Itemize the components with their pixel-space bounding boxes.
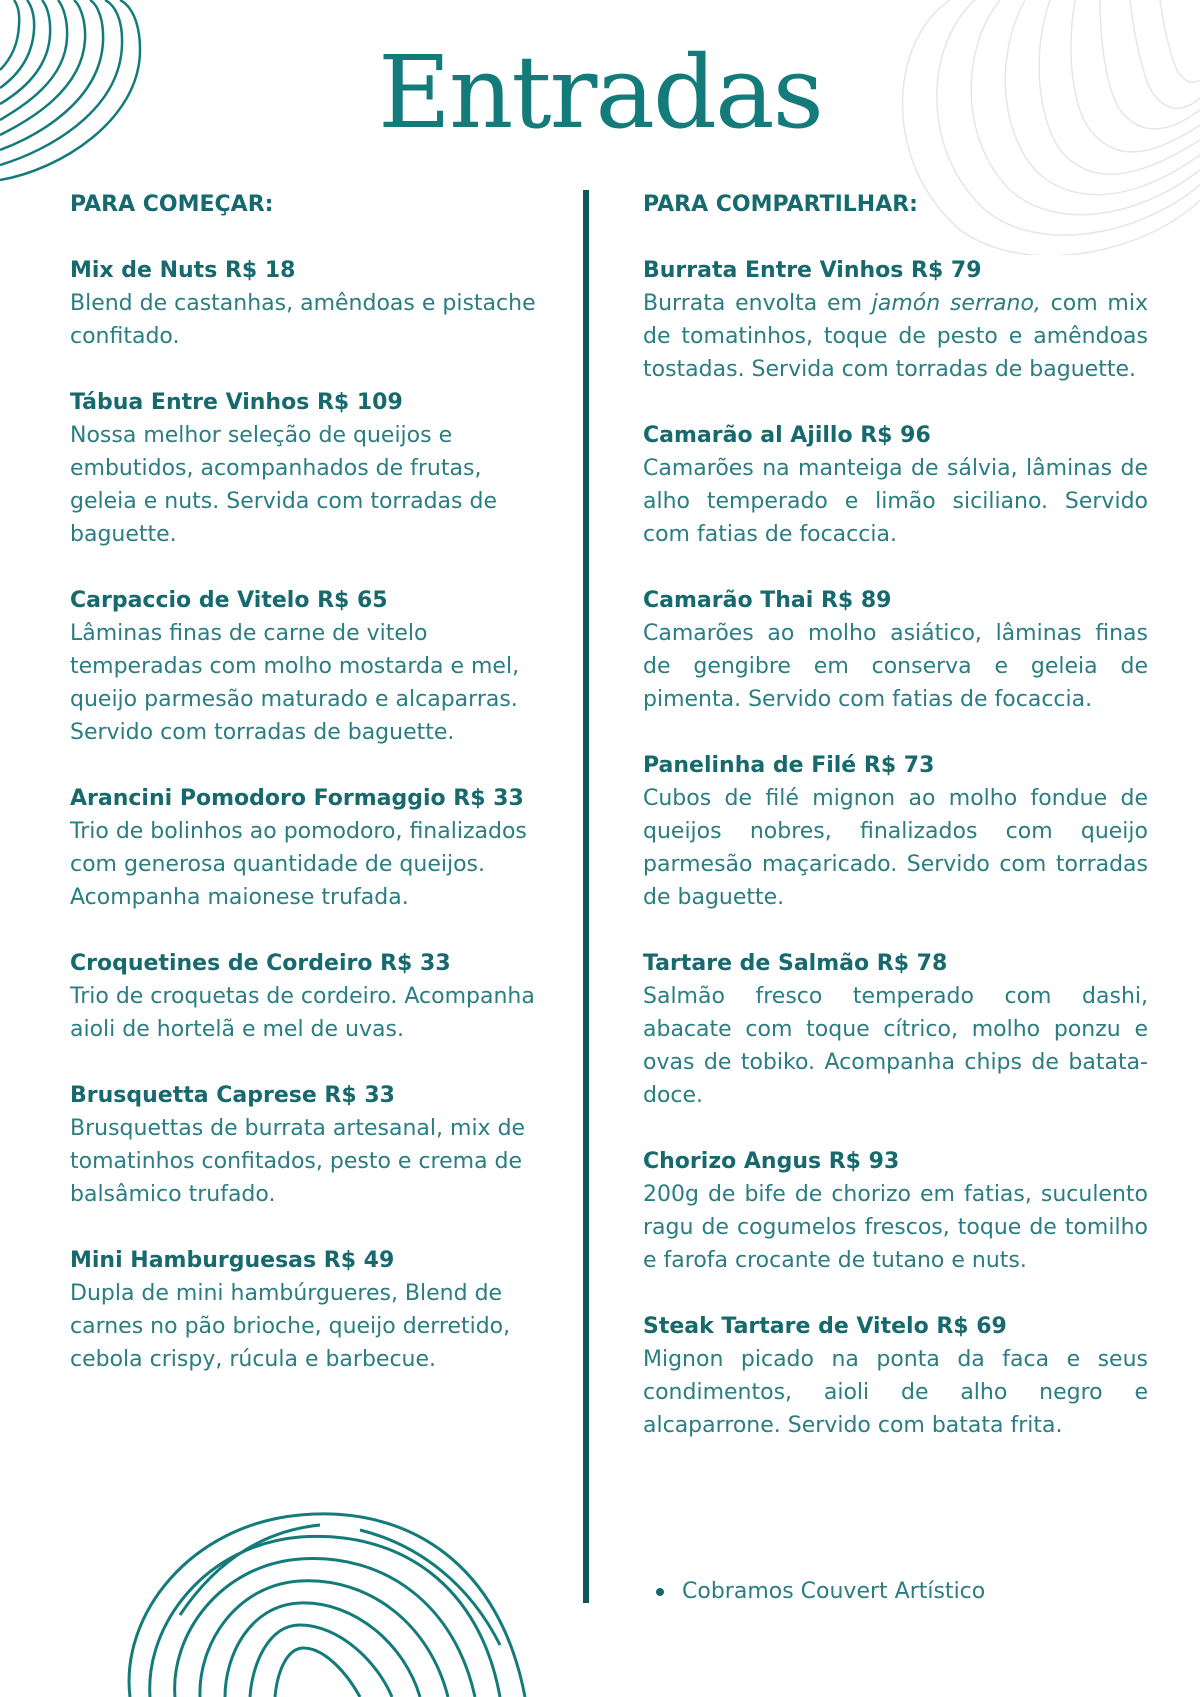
menu-item xyxy=(643,419,1148,551)
right-column xyxy=(643,188,1148,1475)
item-description: Camarões ao molho asiático, lâminas finas de gengibre em conserva e geleia de pimenta. Servido com fatias de focaccia. xyxy=(643,621,1148,712)
item-title: Carpaccio de Vitelo R$ 65 xyxy=(70,588,388,613)
item-description-part: Burrata envolta em xyxy=(643,291,872,316)
item-description xyxy=(643,287,1148,386)
item-title: Croquetines de Cordeiro R$ 33 xyxy=(70,951,451,976)
couvert-note: Cobramos Couvert Artístico xyxy=(682,1579,986,1604)
item-title: Camarão al Ajillo R$ 96 xyxy=(643,423,931,448)
menu-item xyxy=(643,1310,1148,1442)
item-description: Camarões na manteiga de sálvia, lâminas de alho temperado e limão siciliano. Servido com fatias de focaccia. xyxy=(643,456,1148,547)
item-description: Nossa melhor seleção de queijos e embutidos, acompanhados de frutas, geleia e nuts. Servida com torradas de baguette. xyxy=(70,423,497,547)
item-description: Trio de bolinhos ao pomodoro, finalizados com generosa quantidade de queijos. Acompanha maionese trufada. xyxy=(70,819,527,910)
item-title: Chorizo Angus R$ 93 xyxy=(643,1149,900,1174)
column-divider xyxy=(583,190,589,1603)
menu-item xyxy=(70,386,540,551)
menu-item xyxy=(70,947,540,1046)
item-title: Panelinha de Filé R$ 73 xyxy=(643,753,935,778)
item-title: Camarão Thai R$ 89 xyxy=(643,588,892,613)
item-description: Salmão fresco temperado com dashi, abacate com toque cítrico, molho ponzu e ovas de tobiko. Acompanha chips de batata-doce. xyxy=(643,984,1148,1108)
menu-item xyxy=(643,947,1148,1112)
menu-item xyxy=(643,749,1148,914)
bullet-icon xyxy=(656,1588,664,1596)
item-description: Blend de castanhas, amêndoas e pistache confitado. xyxy=(70,291,536,349)
menu-item xyxy=(70,782,540,914)
menu-item xyxy=(643,1145,1148,1277)
item-description: Trio de croquetas de cordeiro. Acompanha aioli de hortelã e mel de uvas. xyxy=(70,984,535,1042)
item-description: Brusquettas de burrata artesanal, mix de tomatinhos confitados, pesto e crema de balsâmico trufado. xyxy=(70,1116,526,1207)
item-title: Mix de Nuts R$ 18 xyxy=(70,258,296,283)
section-heading-para-compartilhar: PARA COMPARTILHAR: xyxy=(643,192,918,217)
item-description: Cubos de filé mignon ao molho fondue de queijos nobres, finalizados com queijo parmesão maçaricado. Servido com torradas de baguette. xyxy=(643,786,1148,910)
left-column xyxy=(70,188,540,1409)
item-description: 200g de bife de chorizo em fatias, suculento ragu de cogumelos frescos, toque de tomilho e farofa crocante de tutano e nuts. xyxy=(643,1182,1148,1273)
shell-decoration-bottom xyxy=(120,1495,530,1697)
item-description-part: com mix de tomatinhos, toque de pesto e amêndoas tostadas. Servida com torradas de baguette. xyxy=(643,291,1148,382)
item-description: Lâminas finas de carne de vitelo temperadas com molho mostarda e mel, queijo parmesão maturado e alcaparras. Servido com torradas de baguette. xyxy=(70,621,520,745)
item-title: Arancini Pomodoro Formaggio R$ 33 xyxy=(70,786,524,811)
menu-item xyxy=(70,1244,540,1376)
item-description-emphasis: jamón serrano, xyxy=(871,291,1041,316)
menu-item xyxy=(70,254,540,353)
item-description: Mignon picado na ponta da faca e seus condimentos, aioli de alho negro e alcaparrone. Servido com batata frita. xyxy=(643,1347,1148,1438)
item-title: Mini Hamburguesas R$ 49 xyxy=(70,1248,395,1273)
item-title: Steak Tartare de Vitelo R$ 69 xyxy=(643,1314,1007,1339)
menu-item xyxy=(643,254,1148,386)
menu-item xyxy=(70,584,540,749)
item-title: Burrata Entre Vinhos R$ 79 xyxy=(643,258,982,283)
item-title: Tartare de Salmão R$ 78 xyxy=(643,951,948,976)
menu-item xyxy=(70,1079,540,1211)
section-heading-para-comecar: PARA COMEÇAR: xyxy=(70,192,274,217)
item-description: Dupla de mini hambúrgueres, Blend de carnes no pão brioche, queijo derretido, cebola crispy, rúcula e barbecue. xyxy=(70,1281,511,1372)
item-title: Brusquetta Caprese R$ 33 xyxy=(70,1083,395,1108)
page-title: Entradas xyxy=(378,34,822,151)
item-title: Tábua Entre Vinhos R$ 109 xyxy=(70,390,403,415)
menu-item xyxy=(643,584,1148,716)
